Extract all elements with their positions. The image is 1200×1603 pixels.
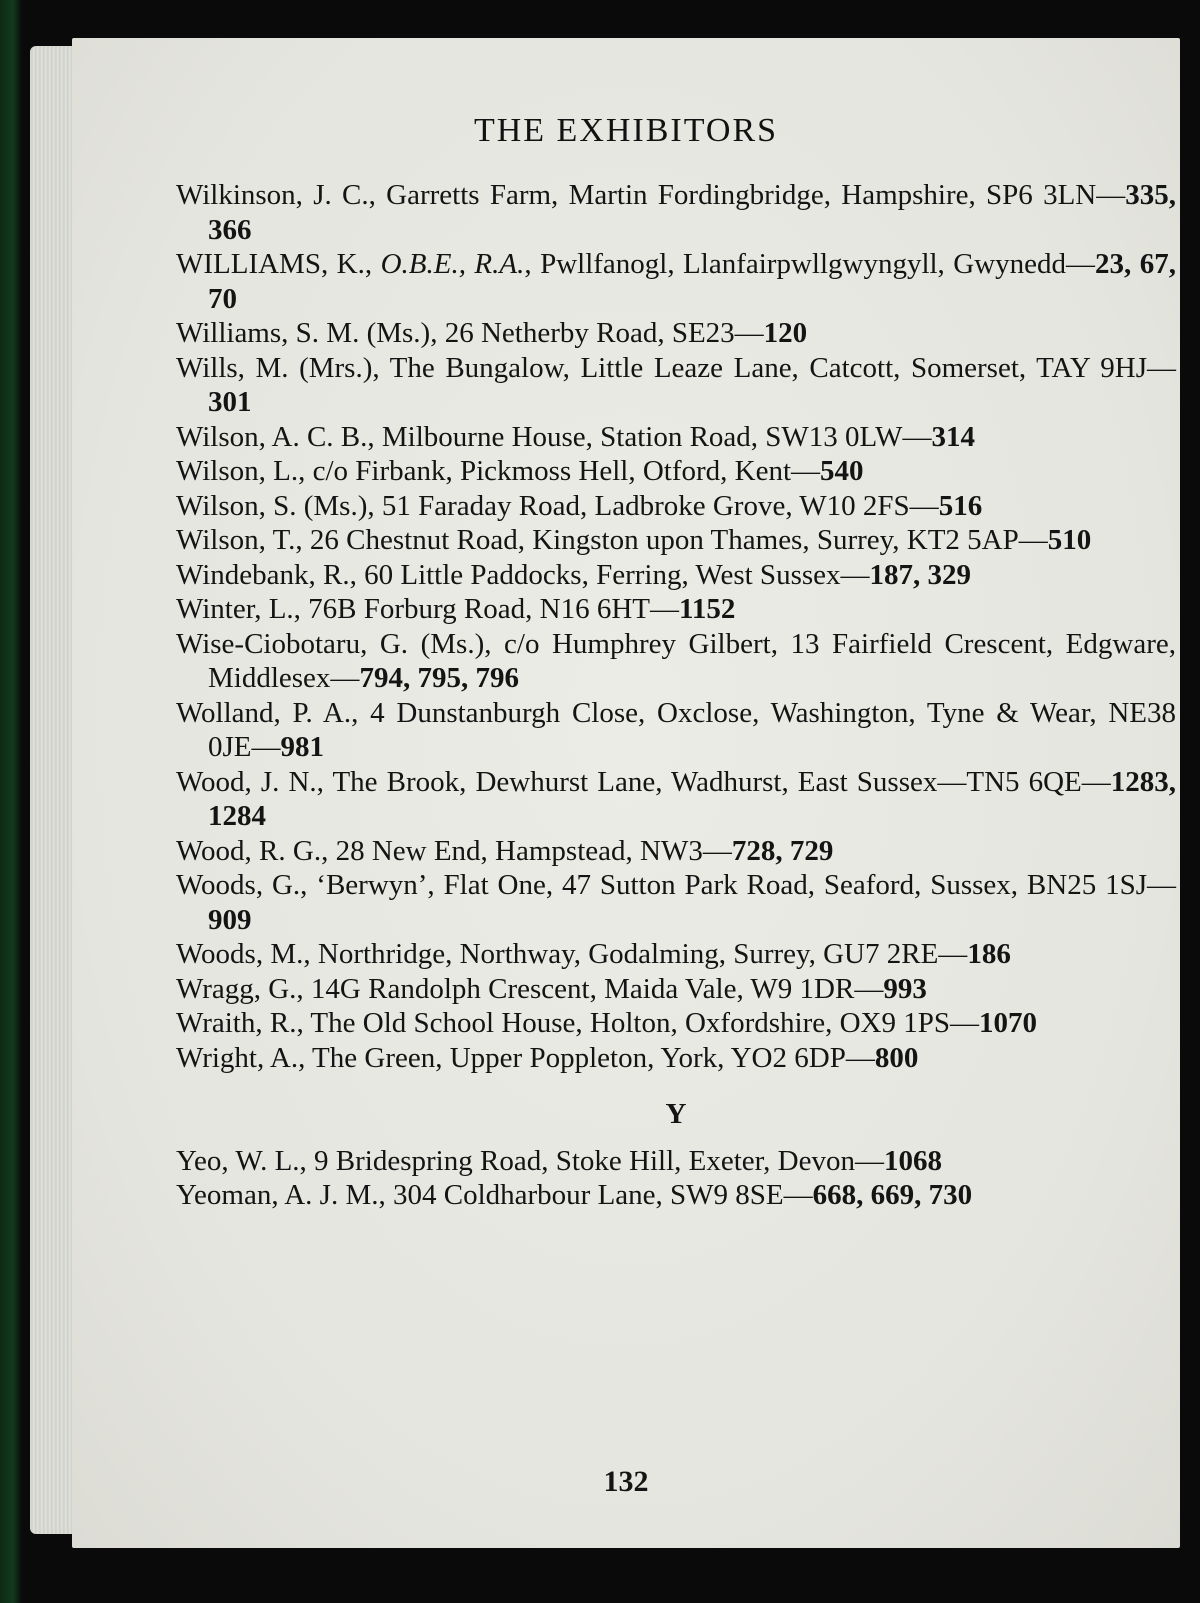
background-edge [0,0,22,1603]
exhibitor-entry [176,937,1176,972]
entry-honours: O.B.E., R.A. [380,248,525,280]
entry-numbers: 540 [820,455,864,487]
entry-text: Williams, S. M. (Ms.), 26 Netherby Road, SE23— [176,317,764,349]
exhibitor-entry [176,1144,1176,1179]
exhibitor-entry [176,420,1176,455]
exhibitor-entry [176,834,1176,869]
exhibitor-entry [176,627,1176,696]
entry-text: Wraith, R., The Old School House, Holton, Oxfordshire, OX9 1PS— [176,1007,979,1039]
exhibitor-entry [176,178,1176,247]
entry-numbers: 510 [1047,524,1092,556]
entry-text: Woods, G., ‘Berwyn’, Flat One, 47 Sutton Park Road, Seaford, Sussex, BN25 1SJ— [176,869,1176,901]
entry-text: Wragg, G., 14G Randolph Crescent, Maida Vale, W9 1DR— [176,972,884,1005]
entry-text: Wilson, A. C. B., Milbourne House, Station Road, SW13 0LW— [176,420,932,453]
entry-text: Wood, J. N., The Brook, Dewhurst Lane, Wadhurst, East Sussex—TN5 6QE— [176,765,1111,798]
entry-text: Wood, R. G., 28 New End, Hampstead, NW3— [176,834,732,867]
entry-numbers: 120 [763,317,808,349]
page-number: 132 [603,1465,649,1498]
entry-numbers: 794, 795, 796 [359,662,519,694]
book-page [72,38,1180,1548]
entry-numbers: 314 [931,420,975,453]
exhibitor-entry [176,558,1176,593]
entry-numbers: 335, 366 [208,179,1176,246]
entry-numbers: 668, 669, 730 [812,1179,973,1211]
exhibitor-entry [176,489,1176,524]
exhibitor-entry [176,765,1176,834]
entry-numbers: 981 [280,731,324,763]
entry-text: Wilkinson, J. C., Garretts Farm, Martin Fordingbridge, Hampshire, SP6 3LN— [176,179,1126,211]
entry-numbers: 187, 329 [869,558,972,591]
exhibitor-entry [176,351,1176,420]
entry-text: Woods, M., Northridge, Northway, Godalming, Surrey, GU7 2RE— [176,938,968,970]
exhibitor-entry [176,1178,1176,1213]
entry-numbers: 23, 67, 70 [208,248,1176,315]
entry-numbers: 909 [208,903,252,936]
entry-text: WILLIAMS, K., [176,248,381,280]
entry-numbers: 301 [208,386,252,418]
entry-text: Wise-Ciobotaru, G. (Ms.), c/o Humphrey Gilbert, 13 Fairfield Crescent, Edgware, Middlesex— [176,627,1176,694]
entry-text: Wilson, T., 26 Chestnut Road, Kingston upon Thames, Surrey, KT2 5AP— [176,524,1048,556]
exhibitor-entry [176,696,1176,765]
entry-numbers: 800 [874,1041,919,1074]
exhibitor-entry [176,868,1176,937]
entry-text: , Pwllfanogl, Llanfairpwllgwyngyll, Gwynedd— [524,248,1096,280]
entry-text: Winter, L., 76B Forburg Road, N16 6HT— [176,593,679,625]
section-letter: Y [665,1098,687,1130]
exhibitor-entry [176,454,1176,489]
entry-numbers: 1070 [979,1007,1037,1039]
exhibitor-entry [176,1006,1176,1041]
entry-numbers: 1152 [678,593,736,625]
exhibitor-entry [176,1041,1176,1076]
entry-text: Wolland, P. A., 4 Dunstanburgh Close, Oxclose, Washington, Tyne & Wear, NE38 0JE— [176,696,1176,763]
exhibitor-list [176,178,1176,1213]
exhibitor-entry [176,316,1176,351]
entry-numbers: 1068 [883,1144,942,1177]
exhibitor-entry [176,247,1176,316]
entry-numbers: 186 [967,938,1011,970]
entry-numbers: 993 [883,972,927,1005]
entry-text: Yeo, W. L., 9 Bridespring Road, Stoke Hill, Exeter, Devon— [176,1144,884,1177]
entry-text: Yeoman, A. J. M., 304 Coldharbour Lane, SW9 8SE— [176,1179,813,1211]
entry-text: Wills, M. (Mrs.), The Bungalow, Little Leaze Lane, Catcott, Somerset, TAY 9HJ— [176,351,1176,384]
exhibitor-entry [176,592,1176,627]
entry-text: Windebank, R., 60 Little Paddocks, Ferring, West Sussex— [176,558,870,591]
exhibitor-entry [176,972,1176,1007]
entry-text: Wright, A., The Green, Upper Poppleton, York, YO2 6DP— [176,1041,875,1074]
page-heading: THE EXHIBITORS [473,112,779,149]
entry-numbers: 1283, 1284 [208,765,1176,832]
entry-numbers: 728, 729 [731,834,834,867]
entry-text: Wilson, L., c/o Firbank, Pickmoss Hell, Otford, Kent— [176,455,821,487]
entry-numbers: 516 [938,489,983,522]
exhibitor-entry [176,523,1176,558]
entry-text: Wilson, S. (Ms.), 51 Faraday Road, Ladbroke Grove, W10 2FS— [176,489,939,522]
